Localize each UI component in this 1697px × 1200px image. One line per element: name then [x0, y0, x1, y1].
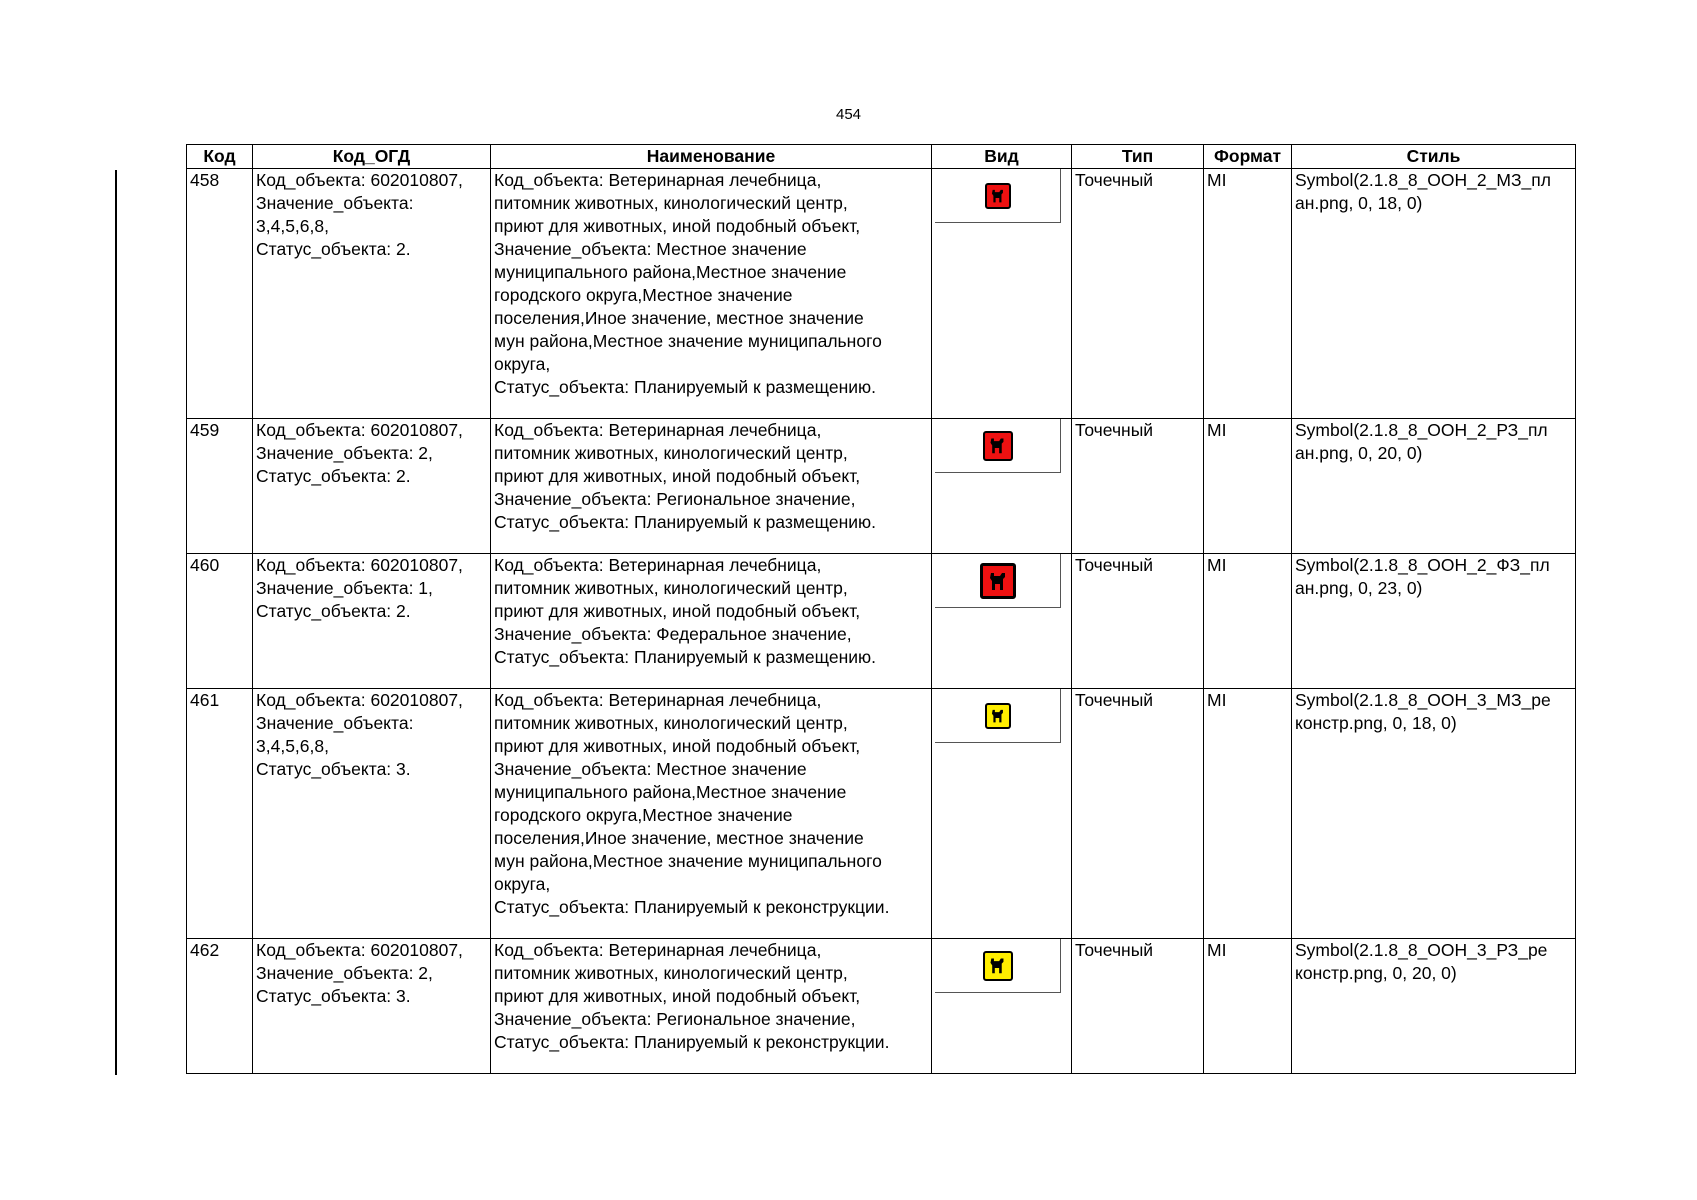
cell-type: Точечный [1072, 419, 1204, 554]
cell-format: MI [1204, 169, 1292, 419]
header-code: Код [187, 145, 253, 169]
cell-ogd-code: Код_объекта: 602010807, Значение_объекта: 3,4,5,6,8, Статус_объекта: 2. [253, 169, 491, 419]
cell-type: Точечный [1072, 689, 1204, 939]
table-row [187, 939, 1576, 1074]
cell-code: 462 [187, 939, 253, 1074]
header-view: Вид [932, 145, 1072, 169]
cell-format: MI [1204, 554, 1292, 689]
table-row [187, 419, 1576, 554]
cell-code: 460 [187, 554, 253, 689]
dog-icon [985, 703, 1011, 729]
table-row [187, 554, 1576, 689]
table-row [187, 169, 1576, 419]
header-ogd-code: Код_ОГД [253, 145, 491, 169]
header-name: Наименование [491, 145, 932, 169]
page-number: 454 [835, 106, 862, 123]
cell-view [932, 554, 1072, 689]
cell-code: 458 [187, 169, 253, 419]
cell-ogd-code: Код_объекта: 602010807, Значение_объекта: 2, Статус_объекта: 3. [253, 939, 491, 1074]
cell-view [932, 419, 1072, 554]
header-type: Тип [1072, 145, 1204, 169]
cell-view [932, 169, 1072, 419]
cell-ogd-code: Код_объекта: 602010807, Значение_объекта: 2, Статус_объекта: 2. [253, 419, 491, 554]
cell-name: Код_объекта: Ветеринарная лечебница, питомник животных, кинологический центр, приют для животных, иной подобный объект, Значение_объекта: Региональное значение, Статус_объекта: Планируемый к реконструкции. [491, 939, 932, 1074]
cell-style: Symbol(2.1.8_8_ООН_2_РЗ_пл ан.png, 0, 20, 0) [1292, 419, 1576, 554]
cell-style: Symbol(2.1.8_8_ООН_2_ФЗ_пл ан.png, 0, 23, 0) [1292, 554, 1576, 689]
dog-icon [985, 183, 1011, 209]
cell-style: Symbol(2.1.8_8_ООН_2_МЗ_пл ан.png, 0, 18, 0) [1292, 169, 1576, 419]
cell-code: 461 [187, 689, 253, 939]
cell-name: Код_объекта: Ветеринарная лечебница, питомник животных, кинологический центр, приют для животных, иной подобный объект, Значение_объекта: Местное значение муниципального района,Местное значение городского округа,Местное значение поселения,Иное значение, местное значение мун района,Местное значение муниципального округа, Статус_объекта: Планируемый к реконструкции. [491, 689, 932, 939]
header-style: Стиль [1292, 145, 1576, 169]
cell-name: Код_объекта: Ветеринарная лечебница, питомник животных, кинологический центр, приют для животных, иной подобный объект, Значение_объекта: Местное значение муниципального района,Местное значение городского округа,Местное значение поселения,Иное значение, местное значение мун района,Местное значение муниципального округа, Статус_объекта: Планируемый к размещению. [491, 169, 932, 419]
cell-type: Точечный [1072, 169, 1204, 419]
cell-format: MI [1204, 419, 1292, 554]
margin-line [115, 170, 117, 1075]
cell-format: MI [1204, 689, 1292, 939]
cell-name: Код_объекта: Ветеринарная лечебница, питомник животных, кинологический центр, приют для животных, иной подобный объект, Значение_объекта: Региональное значение, Статус_объекта: Планируемый к размещению. [491, 419, 932, 554]
cell-view [932, 939, 1072, 1074]
cell-ogd-code: Код_объекта: 602010807, Значение_объекта: 1, Статус_объекта: 2. [253, 554, 491, 689]
cell-ogd-code: Код_объекта: 602010807, Значение_объекта: 3,4,5,6,8, Статус_объекта: 3. [253, 689, 491, 939]
table-row [187, 689, 1576, 939]
dog-icon [983, 431, 1013, 461]
cell-code: 459 [187, 419, 253, 554]
cell-style: Symbol(2.1.8_8_ООН_3_РЗ_ре констр.png, 0, 20, 0) [1292, 939, 1576, 1074]
cell-style: Symbol(2.1.8_8_ООН_3_МЗ_ре констр.png, 0, 18, 0) [1292, 689, 1576, 939]
dog-icon [980, 563, 1016, 599]
header-format: Формат [1204, 145, 1292, 169]
cell-type: Точечный [1072, 554, 1204, 689]
table-header-row [187, 145, 1576, 169]
symbol-registry-table [186, 144, 1576, 1074]
dog-icon [983, 951, 1013, 981]
cell-view [932, 689, 1072, 939]
cell-name: Код_объекта: Ветеринарная лечебница, питомник животных, кинологический центр, приют для животных, иной подобный объект, Значение_объекта: Федеральное значение, Статус_объекта: Планируемый к размещению. [491, 554, 932, 689]
cell-format: MI [1204, 939, 1292, 1074]
cell-type: Точечный [1072, 939, 1204, 1074]
